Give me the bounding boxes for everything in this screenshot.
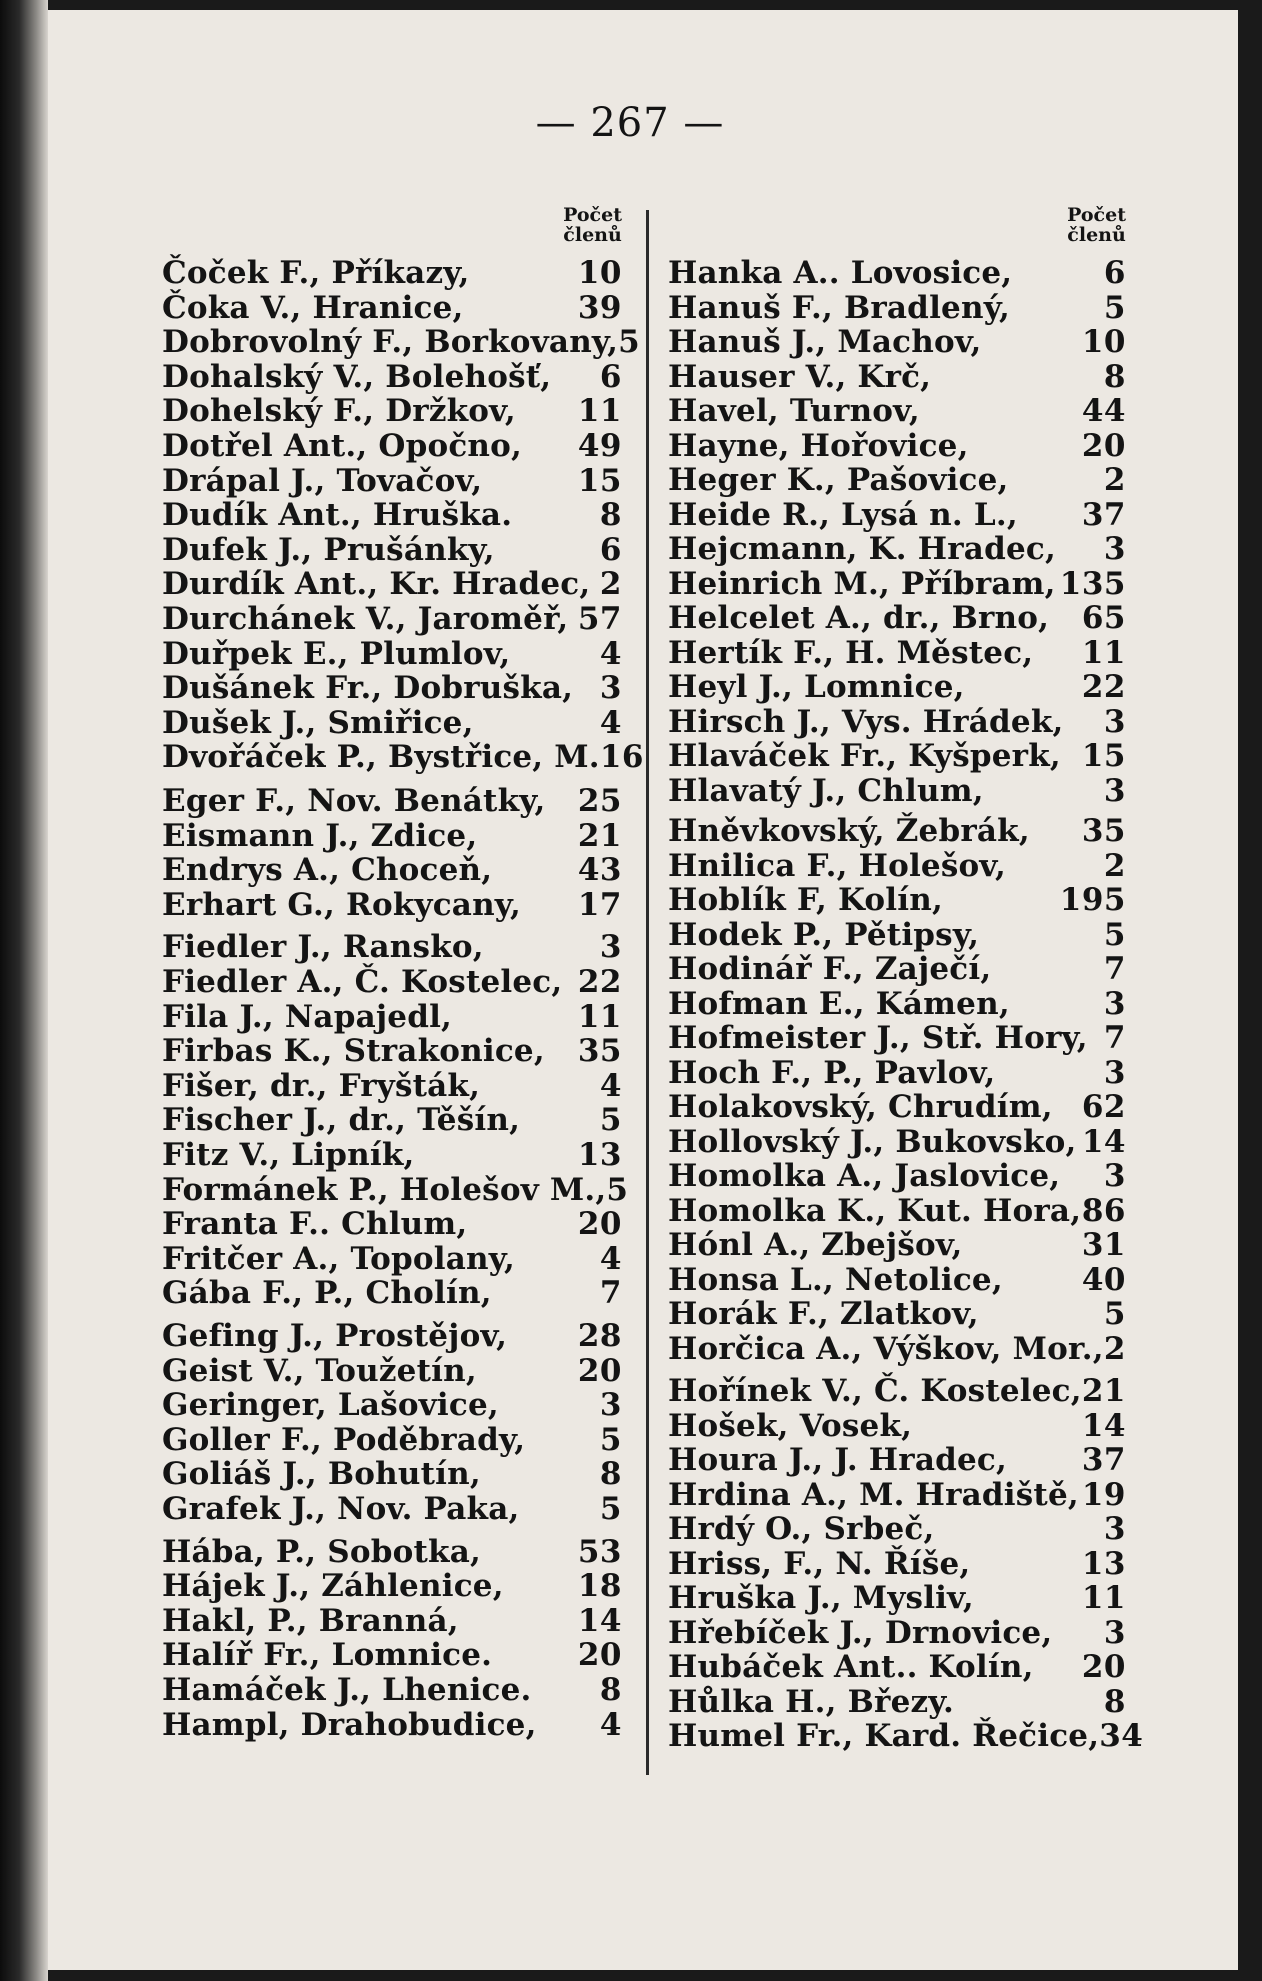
entry-name: Formánek P., Holešov M.,	[162, 1171, 607, 1208]
entry-member-count: 37	[1081, 1442, 1126, 1478]
entry-name: Dohalský V., Bolehošť,	[162, 358, 552, 395]
entry-name: Horčica A., Výškov, Mor.,	[668, 1330, 1104, 1367]
entry-member-count: 8	[599, 497, 622, 534]
member-entry	[668, 463, 1126, 497]
member-entry	[668, 1443, 1126, 1477]
entry-member-count: 49	[577, 428, 622, 464]
member-entry	[162, 1171, 629, 1208]
entry-name: Fitz V., Lipník,	[162, 1137, 415, 1173]
member-entry	[668, 636, 1126, 670]
entry-name: Homolka K., Kut. Hora,	[668, 1192, 1082, 1229]
entry-member-count: 5	[1103, 916, 1126, 953]
entry-member-count: 21	[1081, 1373, 1126, 1409]
member-entry	[162, 1276, 622, 1310]
entry-member-count: 3	[1103, 703, 1126, 740]
entry-name: Hanuš F., Bradlený,	[668, 289, 1010, 326]
entry-name: Hofman E., Kámen,	[668, 985, 1010, 1022]
entry-member-count: 20	[1081, 427, 1126, 464]
entry-member-count: 3	[599, 929, 622, 966]
entry-member-count: 2	[1103, 1330, 1126, 1367]
entry-member-count: 22	[1081, 669, 1126, 705]
entry-name: Hrdý O., Srbeč,	[668, 1511, 935, 1547]
entry-member-count: 8	[1103, 1683, 1126, 1720]
member-entry	[668, 739, 1126, 773]
entry-name: Eger F., Nov. Benátky,	[162, 783, 546, 819]
entry-name: Hirsch J., Vys. Hrádek,	[668, 703, 1064, 740]
entry-name: Hónl A., Zbejšov,	[668, 1227, 963, 1263]
member-entry	[668, 256, 1126, 290]
member-entry	[668, 1125, 1126, 1159]
member-entry	[162, 819, 622, 853]
member-entry	[668, 325, 1126, 359]
entry-name: Firbas K., Strakonice,	[162, 1033, 545, 1070]
entry-name: Fišer, dr., Fryšták,	[162, 1067, 481, 1104]
entry-name: Honsa L., Netolice,	[668, 1261, 1003, 1298]
member-entry	[668, 1650, 1126, 1684]
entry-member-count: 35	[577, 1033, 622, 1070]
member-entry	[162, 930, 622, 964]
member-entry	[668, 670, 1126, 704]
entry-member-count: 3	[1103, 1054, 1126, 1091]
entry-name: Hauser V., Krč,	[668, 358, 932, 395]
entry-name: Hollovský J., Bukovsko,	[668, 1123, 1077, 1160]
entry-name: Hertík F., H. Městec,	[668, 634, 1034, 671]
entry-name: Dušánek Fr., Dobruška,	[162, 670, 574, 707]
member-entry	[668, 498, 1126, 532]
entry-name: Hůlka H., Březy.	[668, 1683, 954, 1720]
member-entry	[668, 394, 1126, 428]
member-entry	[162, 637, 622, 671]
entry-member-count: 65	[1081, 600, 1126, 636]
entry-member-count: 17	[577, 886, 622, 923]
entry-member-count: 4	[599, 704, 622, 741]
entry-name: Hošek, Vosek,	[668, 1407, 913, 1444]
entry-name: Dotřel Ant., Opočno,	[162, 428, 523, 464]
entry-name: Heyl J., Lomnice,	[668, 669, 965, 705]
member-entry	[668, 1332, 1126, 1366]
entry-name: Fiedler J., Ransko,	[162, 929, 484, 966]
entry-member-count: 10	[1081, 324, 1126, 360]
entry-name: Homolka A., Jaslovice,	[668, 1158, 1061, 1194]
entry-member-count: 195	[1059, 882, 1126, 918]
entry-name: Hněvkovský, Žebrák,	[668, 813, 1030, 849]
member-entry	[668, 1718, 1144, 1754]
entry-member-count: 37	[1081, 496, 1126, 533]
member-entry	[668, 1512, 1126, 1546]
member-entry	[162, 1207, 622, 1241]
member-entry	[162, 567, 622, 601]
member-entry	[668, 567, 1126, 601]
entry-member-count: 31	[1081, 1227, 1126, 1263]
member-entry	[162, 1354, 622, 1388]
entry-member-count: 20	[1081, 1649, 1126, 1685]
member-entry	[162, 1604, 622, 1638]
entry-member-count: 4	[599, 635, 622, 672]
member-entry	[162, 498, 622, 532]
entry-name: Houra J., J. Hradec,	[668, 1442, 1007, 1478]
member-entry	[162, 360, 622, 394]
member-entry	[162, 429, 622, 463]
entry-member-count: 35	[1081, 813, 1126, 849]
entry-name: Hába, P., Sobotka,	[162, 1533, 481, 1570]
entry-name: Gefing J., Prostějov,	[162, 1318, 508, 1354]
entry-member-count: 18	[577, 1568, 622, 1605]
entry-member-count: 3	[599, 1387, 622, 1424]
member-entry	[668, 532, 1126, 566]
entry-member-count: 20	[577, 1206, 622, 1243]
entry-member-count: 8	[599, 1456, 622, 1493]
entry-name: Durdík Ant., Kr. Hradec,	[162, 566, 591, 603]
entry-member-count: 15	[577, 462, 622, 499]
entry-member-count: 3	[1103, 531, 1126, 567]
entry-member-count: 5	[599, 1491, 622, 1527]
member-entry	[668, 814, 1126, 848]
entry-name: Hodinář F., Zaječí,	[668, 951, 992, 987]
entry-member-count: 10	[577, 255, 622, 291]
entry-member-count: 5	[1103, 1296, 1126, 1332]
entry-name: Holakovský, Chrudím,	[668, 1089, 1053, 1125]
entry-name: Drápal J., Tovačov,	[162, 462, 483, 499]
member-entry	[162, 1569, 622, 1603]
entry-member-count: 28	[577, 1318, 622, 1354]
book-spine-shadow	[0, 0, 48, 1981]
member-entry	[162, 1388, 622, 1422]
member-entry	[162, 1638, 622, 1672]
entry-member-count: 34	[1099, 1718, 1144, 1754]
entry-name: Hnilica F., Holešov,	[668, 847, 1007, 884]
header-count-label: Počet	[563, 204, 622, 226]
member-entry	[668, 952, 1126, 986]
entry-name: Heide R., Lysá n. L.,	[668, 496, 1018, 533]
member-entry	[668, 360, 1126, 394]
entry-member-count: 7	[1103, 1020, 1126, 1056]
member-entry	[162, 853, 622, 887]
entry-member-count: 3	[1103, 985, 1126, 1022]
entry-member-count: 5	[599, 1421, 622, 1458]
member-entry	[668, 705, 1126, 739]
entry-member-count: 8	[1103, 358, 1126, 395]
member-entry	[162, 1423, 622, 1457]
member-entry	[162, 965, 622, 999]
entry-member-count: 4	[599, 1067, 622, 1104]
entry-member-count: 6	[599, 358, 622, 395]
member-entry	[162, 1242, 622, 1276]
member-entry	[162, 533, 622, 567]
entry-name: Fischer J., dr., Těšín,	[162, 1102, 521, 1139]
entry-member-count: 3	[599, 670, 622, 707]
page-number: — 267 —	[535, 100, 725, 146]
member-entry	[668, 1228, 1126, 1262]
entry-name: Heinrich M., Příbram,	[668, 565, 1056, 602]
member-entry	[668, 1374, 1126, 1408]
entry-member-count: 3	[1103, 1614, 1126, 1651]
member-entry	[668, 1685, 1126, 1719]
entry-name: Eismann J., Zdice,	[162, 817, 478, 854]
entry-member-count: 3	[1103, 772, 1126, 809]
entry-member-count: 13	[577, 1137, 622, 1173]
entry-member-count: 7	[599, 1275, 622, 1312]
entry-name: Dudík Ant., Hruška.	[162, 497, 513, 534]
member-entry	[162, 1457, 622, 1491]
header-members-label: členů	[563, 224, 622, 246]
entry-name: Hřebíček J., Drnovice,	[668, 1614, 1053, 1651]
entry-name: Hriss, F., N. Říše,	[668, 1545, 971, 1582]
entry-name: Hoblík F, Kolín,	[668, 882, 943, 918]
entry-member-count: 62	[1081, 1089, 1126, 1125]
member-entry	[162, 784, 622, 818]
entry-name: Halíř Fr., Lomnice.	[162, 1637, 493, 1674]
member-entry	[668, 1581, 1126, 1615]
member-entry	[162, 1492, 622, 1526]
entry-member-count: 2	[1103, 847, 1126, 884]
header-members-label: členů	[1067, 224, 1126, 246]
entry-name: Hrdina A., M. Hradiště,	[668, 1476, 1079, 1513]
member-entry	[162, 464, 622, 498]
entry-name: Endrys A., Choceň,	[162, 852, 493, 889]
entry-name: Horák F., Zlatkov,	[668, 1296, 979, 1332]
entry-name: Heger K., Pašovice,	[668, 462, 1009, 498]
entry-member-count: 8	[599, 1672, 622, 1708]
entry-member-count: 2	[599, 566, 622, 603]
member-entry	[668, 918, 1126, 952]
entry-member-count: 20	[577, 1637, 622, 1674]
entry-member-count: 39	[577, 289, 622, 326]
member-entry	[162, 602, 622, 636]
entry-name: Hamáček J., Lhenice.	[162, 1672, 532, 1708]
entry-member-count: 11	[1081, 634, 1126, 671]
entry-name: Hájek J., Záhlenice,	[162, 1568, 504, 1605]
entry-name: Čoček F., Příkazy,	[162, 255, 470, 291]
entry-member-count: 40	[1081, 1261, 1126, 1298]
entry-name: Hampl, Drahobudice,	[162, 1706, 537, 1743]
entry-member-count: 57	[577, 601, 622, 637]
entry-name: Grafek J., Nov. Paka,	[162, 1491, 520, 1527]
member-entry	[668, 1090, 1126, 1124]
entry-member-count: 14	[577, 1602, 622, 1639]
member-entry	[668, 1478, 1126, 1512]
entry-name: Dušek J., Smiřice,	[162, 704, 474, 741]
member-entry	[162, 1535, 622, 1569]
member-entry	[162, 1000, 622, 1034]
member-entry	[668, 774, 1126, 808]
entry-member-count: 2	[1103, 462, 1126, 498]
entry-member-count: 3	[1103, 1158, 1126, 1194]
entry-member-count: 7	[1103, 951, 1126, 987]
member-entry	[162, 256, 622, 290]
member-entry	[668, 1194, 1126, 1228]
entry-name: Hlavatý J., Chlum,	[668, 772, 984, 809]
entry-member-count: 5	[1103, 289, 1126, 326]
entry-member-count: 6	[599, 531, 622, 568]
entry-name: Franta F.. Chlum,	[162, 1206, 468, 1243]
member-entry	[162, 324, 641, 361]
member-entry	[668, 1021, 1126, 1055]
member-entry	[668, 291, 1126, 325]
entry-member-count: 19	[1081, 1476, 1126, 1513]
entry-member-count: 22	[577, 964, 622, 1000]
entry-member-count: 6	[1103, 255, 1126, 291]
entry-member-count: 4	[599, 1706, 622, 1743]
entry-name: Fila J., Napajedl,	[162, 998, 453, 1035]
member-entry	[162, 1069, 622, 1103]
entry-name: Fiedler A., Č. Kostelec,	[162, 964, 563, 1000]
member-entry	[668, 849, 1126, 883]
entry-name: Čoka V., Hranice,	[162, 289, 464, 326]
entry-name: Hayne, Hořovice,	[668, 427, 969, 464]
member-entry	[668, 987, 1126, 1021]
entry-name: Geringer, Lašovice,	[162, 1387, 499, 1424]
member-entry	[162, 739, 644, 776]
entry-member-count: 21	[577, 817, 622, 854]
entry-member-count: 53	[577, 1533, 622, 1570]
member-entry	[162, 706, 622, 740]
entry-name: Dohelský F., Držkov,	[162, 393, 516, 430]
member-entry	[162, 1103, 622, 1137]
entry-member-count: 15	[1081, 738, 1126, 774]
entry-name: Havel, Turnov,	[668, 393, 920, 429]
entry-member-count: 13	[1081, 1545, 1126, 1582]
entry-name: Hanka A.. Lovosice,	[668, 255, 1013, 291]
member-entry	[668, 1263, 1126, 1297]
entry-name: Hlaváček Fr., Kyšperk,	[668, 738, 1061, 774]
member-entry	[162, 394, 622, 428]
entry-name: Helcelet A., dr., Brno,	[668, 600, 1050, 636]
entry-name: Hořínek V., Č. Kostelec,	[668, 1373, 1082, 1409]
entry-name: Hakl, P., Branná,	[162, 1602, 459, 1639]
member-entry	[668, 883, 1126, 917]
member-entry	[668, 1547, 1126, 1581]
member-entry	[668, 601, 1126, 635]
entry-member-count: 44	[1081, 393, 1126, 429]
entry-name: Durchánek V., Jaroměř,	[162, 601, 569, 637]
member-entry	[162, 1708, 622, 1742]
entry-name: Fritčer A., Topolany,	[162, 1240, 516, 1277]
entry-member-count: 5	[599, 1102, 622, 1139]
entry-member-count: 16	[599, 739, 644, 776]
entry-name: Hejcmann, K. Hradec,	[668, 531, 1056, 567]
entry-name: Geist V., Toužetín,	[162, 1352, 477, 1389]
left-column-header	[563, 205, 622, 245]
entry-name: Dufek J., Prušánky,	[162, 531, 495, 568]
entry-name: Goller F., Poděbrady,	[162, 1421, 526, 1458]
entry-member-count: 3	[1103, 1511, 1126, 1547]
member-entry	[162, 291, 622, 325]
entry-name: Hubáček Ant.. Kolín,	[668, 1649, 1034, 1685]
member-entry	[668, 1616, 1126, 1650]
entry-member-count: 135	[1059, 565, 1126, 602]
column-divider	[646, 210, 649, 1775]
entry-member-count: 25	[577, 783, 622, 819]
entry-name: Dvořáček P., Bystřice, M.	[162, 739, 600, 776]
member-entry	[668, 1297, 1126, 1331]
right-column-header	[1067, 205, 1126, 245]
member-entry	[668, 1056, 1126, 1090]
entry-name: Gába F., P., Cholín,	[162, 1275, 492, 1312]
member-entry	[162, 888, 622, 922]
member-entry	[668, 1409, 1126, 1443]
header-count-label: Počet	[1067, 204, 1126, 226]
entry-name: Humel Fr., Kard. Řečice,	[668, 1718, 1100, 1754]
member-entry	[162, 1138, 622, 1172]
entry-name: Erhart G., Rokycany,	[162, 886, 522, 923]
entry-member-count: 4	[599, 1240, 622, 1277]
member-entry	[668, 1159, 1126, 1193]
entry-member-count: 43	[577, 852, 622, 889]
entry-name: Hoch F., P., Pavlov,	[668, 1054, 996, 1091]
entry-member-count: 20	[577, 1352, 622, 1389]
entry-name: Hofmeister J., Stř. Hory,	[668, 1020, 1088, 1056]
entry-name: Goliáš J., Bohutín,	[162, 1456, 481, 1493]
member-entry	[162, 671, 622, 705]
entry-name: Hanuš J., Machov,	[668, 324, 982, 360]
entry-member-count: 86	[1081, 1192, 1126, 1229]
entry-member-count: 14	[1081, 1407, 1126, 1444]
entry-member-count: 14	[1081, 1123, 1126, 1160]
member-entry	[162, 1319, 622, 1353]
entry-name: Duřpek E., Plumlov,	[162, 635, 511, 672]
member-entry	[668, 429, 1126, 463]
member-entry	[162, 1034, 622, 1068]
member-entry	[162, 1673, 622, 1707]
entry-name: Hruška J., Mysliv,	[668, 1580, 974, 1616]
entry-name: Dobrovolný F., Borkovany,	[162, 324, 619, 361]
entry-member-count: 11	[577, 393, 622, 430]
entry-member-count: 5	[606, 1171, 629, 1208]
entry-member-count: 11	[577, 998, 622, 1035]
entry-member-count: 11	[1081, 1580, 1126, 1616]
entry-name: Hodek P., Pětipsy,	[668, 916, 980, 953]
entry-member-count: 5	[618, 324, 641, 361]
